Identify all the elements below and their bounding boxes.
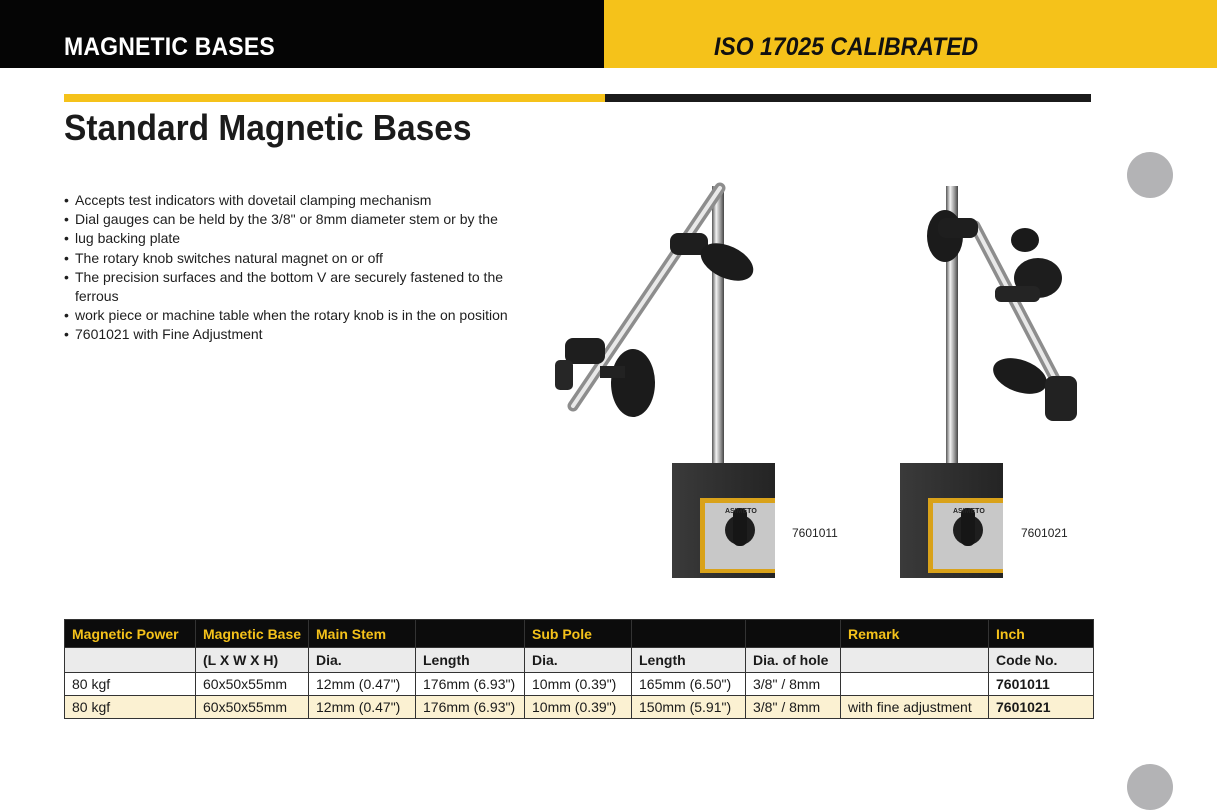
table-cell: 12mm (0.47") <box>309 673 416 696</box>
header-cell: Remark <box>841 620 989 648</box>
feature-item: • 7601021 with Fine Adjustment <box>64 325 534 344</box>
table-cell: 10mm (0.39") <box>525 673 632 696</box>
header-cell: Inch <box>989 620 1094 648</box>
title-rule-yellow <box>64 94 605 102</box>
feature-item: • Accepts test indicators with dovetail clamping mechanism <box>64 191 534 210</box>
feature-item: • The rotary knob switches natural magnet on or off <box>64 249 534 268</box>
header-cell: Magnetic Power <box>65 620 196 648</box>
header-cell: Magnetic Base <box>196 620 309 648</box>
magnetic-base-7601011-image <box>545 178 795 588</box>
table-cell: 3/8" / 8mm <box>746 673 841 696</box>
table-cell: 165mm (6.50") <box>632 673 746 696</box>
table-cell: 60x50x55mm <box>196 673 309 696</box>
header-cell: Main Stem <box>309 620 416 648</box>
page-title: Standard Magnetic Bases <box>64 107 472 148</box>
page-marker-circle <box>1127 152 1173 198</box>
subheader-cell <box>65 648 196 673</box>
section-title: MAGNETIC BASES <box>64 33 275 61</box>
section-header <box>0 0 604 68</box>
table-cell: with fine adjustment <box>841 696 989 719</box>
title-rule-black <box>605 94 1091 102</box>
subheader-cell: (L X W X H) <box>196 648 309 673</box>
table-cell: 176mm (6.93") <box>416 696 525 719</box>
table-cell: 3/8" / 8mm <box>746 696 841 719</box>
calibration-banner <box>604 0 1217 68</box>
table-cell: 80 kgf <box>65 673 196 696</box>
subheader-cell: Code No. <box>989 648 1094 673</box>
table-cell: 12mm (0.47") <box>309 696 416 719</box>
table-cell <box>841 673 989 696</box>
feature-item: • The precision surfaces and the bottom V are securely fastened to the ferrous <box>64 268 534 306</box>
subheader-cell: Dia. of hole <box>746 648 841 673</box>
feature-item-continuation <box>64 306 534 325</box>
table-header-row <box>65 620 1094 648</box>
product-code-label: 7601011 <box>792 526 838 540</box>
header-cell <box>632 620 746 648</box>
feature-item-continuation <box>64 229 534 248</box>
code-cell: 7601021 <box>989 696 1094 719</box>
subheader-cell: Length <box>416 648 525 673</box>
page-marker-circle <box>1127 764 1173 810</box>
feature-list <box>64 191 534 345</box>
table-cell: 80 kgf <box>65 696 196 719</box>
header-cell: Sub Pole <box>525 620 632 648</box>
code-cell: 7601011 <box>989 673 1094 696</box>
brand-logo: ASIMETO <box>953 508 985 515</box>
feature-continuation-text: lug backing plate <box>75 230 181 247</box>
subheader-cell: Dia. <box>309 648 416 673</box>
feature-item: • Dial gauges can be held by the 3/8" or 8mm diameter stem or by the <box>64 210 534 229</box>
table-row <box>65 673 1094 696</box>
header-cell <box>746 620 841 648</box>
table-cell: 150mm (5.91") <box>632 696 746 719</box>
spec-table <box>64 619 1094 719</box>
subheader-cell: Dia. <box>525 648 632 673</box>
feature-continuation-text: work piece or machine table when the rotary knob is in the on position <box>75 307 508 324</box>
table-row <box>65 696 1094 719</box>
subheader-cell: Length <box>632 648 746 673</box>
brand-logo: ASIMETO <box>725 508 757 515</box>
table-subheader-row <box>65 648 1094 673</box>
header-cell <box>416 620 525 648</box>
product-code-label: 7601021 <box>1021 526 1068 540</box>
table-cell: 176mm (6.93") <box>416 673 525 696</box>
table-cell: 60x50x55mm <box>196 696 309 719</box>
table-cell: 10mm (0.39") <box>525 696 632 719</box>
subheader-cell <box>841 648 989 673</box>
calibration-badge: ISO 17025 CALIBRATED <box>714 33 979 61</box>
